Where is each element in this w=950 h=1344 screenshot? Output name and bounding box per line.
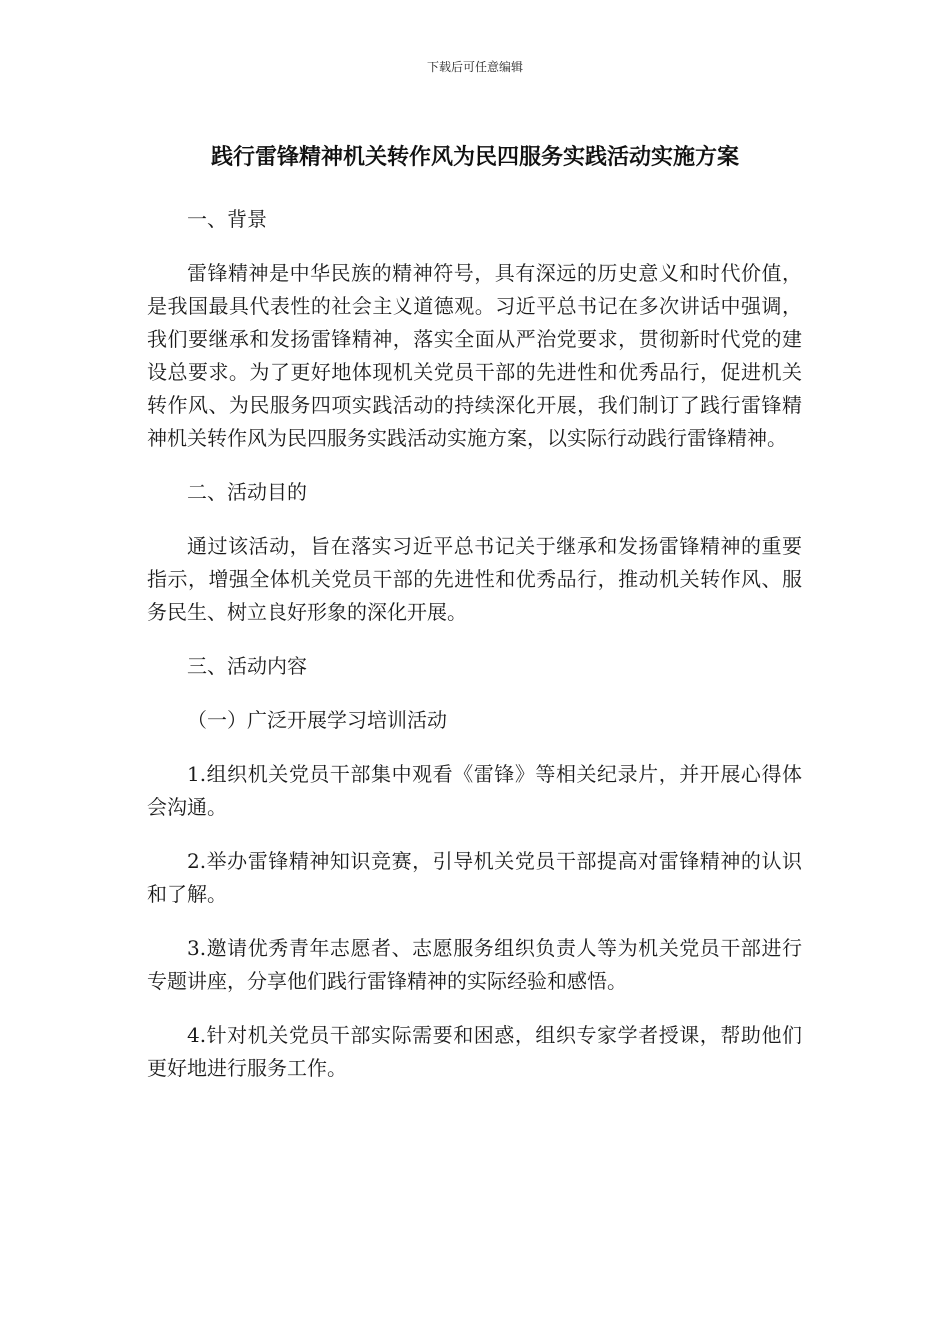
section-heading-background: 一、背景 (187, 207, 267, 231)
paragraph-background: 雷锋精神是中华民族的精神符号，具有深远的历史意义和时代价值，是我国最具代表性的社会主义道德观。习近平总书记在多次讲话中强调，我们要继承和发扬雷锋精神，落实全面从严治党要求，贯彻新时代党的建设总要求。为了更好地体现机关党员干部的先进性和优秀品行，促进机关转作风、为民服务四项实践活动的持续深化开展，我们制订了践行雷锋精神机关转作风为民四服务实践活动实施方案，以实际行动践行雷锋精神。 (147, 261, 802, 450)
list-item: 2.举办雷锋精神知识竞赛，引导机关党员干部提高对雷锋精神的认识和了解。 (147, 849, 802, 906)
paragraph-purpose: 通过该活动，旨在落实习近平总书记关于继承和发扬雷锋精神的重要指示，增强全体机关党员干部的先进性和优秀品行，推动机关转作风、服务民生、树立良好形象的深化开展。 (147, 534, 802, 624)
section-heading-purpose: 二、活动目的 (187, 480, 307, 504)
list-item: 3.邀请优秀青年志愿者、志愿服务组织负责人等为机关党员干部进行专题讲座，分享他们践行雷锋精神的实际经验和感悟。 (147, 936, 802, 993)
section-heading-content: 三、活动内容 (187, 654, 307, 678)
list-item: 1.组织机关党员干部集中观看《雷锋》等相关纪录片，并开展心得体会沟通。 (147, 762, 802, 819)
subsection-heading-training: （一）广泛开展学习培训活动 (187, 708, 447, 732)
document-body (147, 203, 802, 1106)
page-title: 践行雷锋精神机关转作风为民四服务实践活动实施方案 (210, 145, 739, 170)
header-note: 下载后可任意编辑 (426, 60, 523, 74)
list-item: 4.针对机关党员干部实际需要和困惑，组织专家学者授课，帮助他们更好地进行服务工作。 (147, 1023, 802, 1080)
